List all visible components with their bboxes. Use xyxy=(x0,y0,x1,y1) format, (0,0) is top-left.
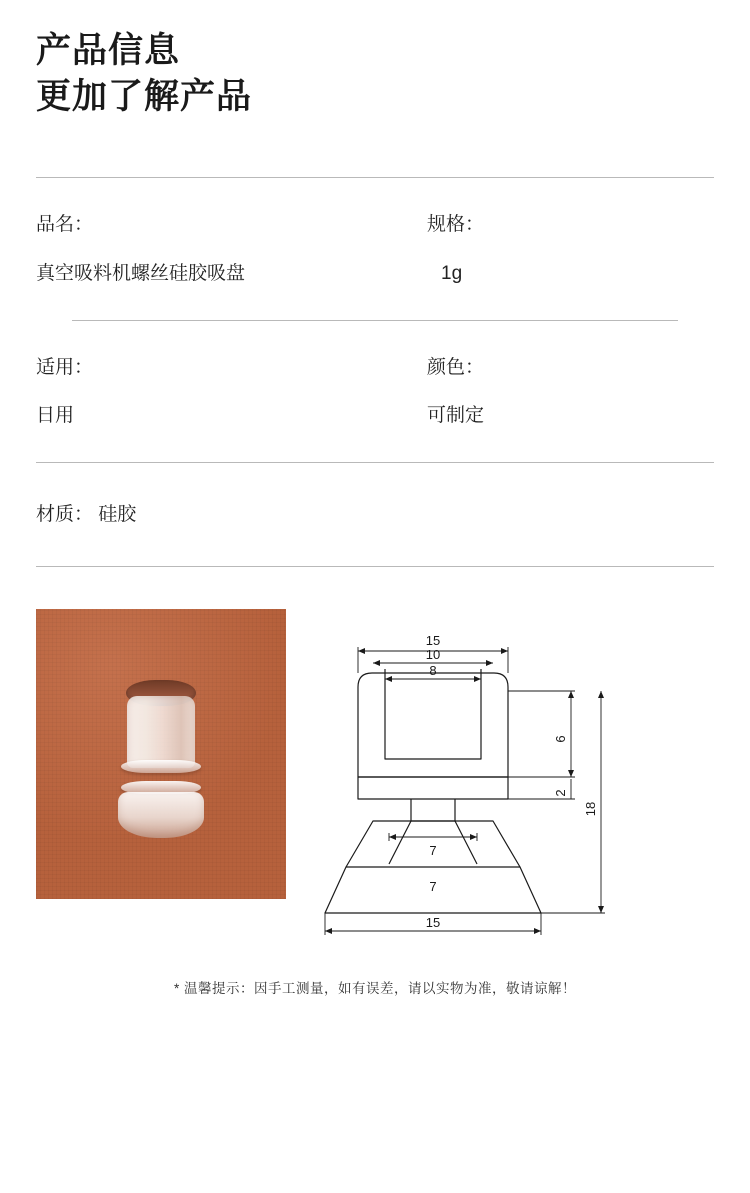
spec-value-usage: 日用 xyxy=(36,405,75,427)
spec-value-material: 材质： 硅胶 xyxy=(36,504,137,526)
cup-skirt xyxy=(118,792,204,838)
product-photo xyxy=(36,609,286,899)
spec-row-name xyxy=(36,178,714,320)
spec-cell-usage xyxy=(36,357,375,429)
page-subtitle: 更加了解产品 xyxy=(36,76,253,116)
spec-value-color: 可制定 xyxy=(427,405,485,427)
dim-right-18: 18 xyxy=(583,801,598,817)
spec-value-model: 1g xyxy=(441,262,463,284)
spec-value-name: 真空吸料机螺丝硅胶吸盘 xyxy=(36,262,246,284)
dim-bottom-15: 15 xyxy=(425,915,441,931)
dim-right-2: 2 xyxy=(553,789,568,797)
technical-drawing-wrap xyxy=(312,609,714,949)
spec-row-material xyxy=(0,463,750,566)
dim-top-10: 10 xyxy=(425,647,441,663)
technical-drawing xyxy=(313,609,713,949)
cup-barrel xyxy=(127,696,195,768)
suction-cup-illustration xyxy=(115,680,207,840)
page-header xyxy=(0,0,750,119)
spec-cell-model xyxy=(375,214,714,286)
spec-cell-color xyxy=(375,357,714,429)
dim-top-15: 15 xyxy=(425,633,441,649)
dim-right-6: 6 xyxy=(553,735,568,743)
page-title: 产品信息 xyxy=(36,31,181,70)
dim-top-8: 8 xyxy=(429,663,437,679)
dim-lower-7: 7 xyxy=(429,879,437,895)
spec-label-model: 规格： xyxy=(427,214,485,235)
spec-table xyxy=(0,178,750,462)
spec-cell-name xyxy=(36,214,375,286)
product-images xyxy=(0,567,750,949)
product-photo-wrap xyxy=(36,609,286,899)
dim-mid-7: 7 xyxy=(429,843,437,859)
spec-row-usage xyxy=(36,321,714,463)
measurement-note: * 温馨提示：因手工测量，如有误差，请以实物为准，敬请谅解！ xyxy=(173,981,576,997)
spec-label-name: 品名： xyxy=(36,214,94,235)
spec-label-usage: 适用： xyxy=(36,356,94,378)
spec-label-color: 颜色： xyxy=(427,356,485,378)
cup-groove-upper xyxy=(121,760,201,773)
